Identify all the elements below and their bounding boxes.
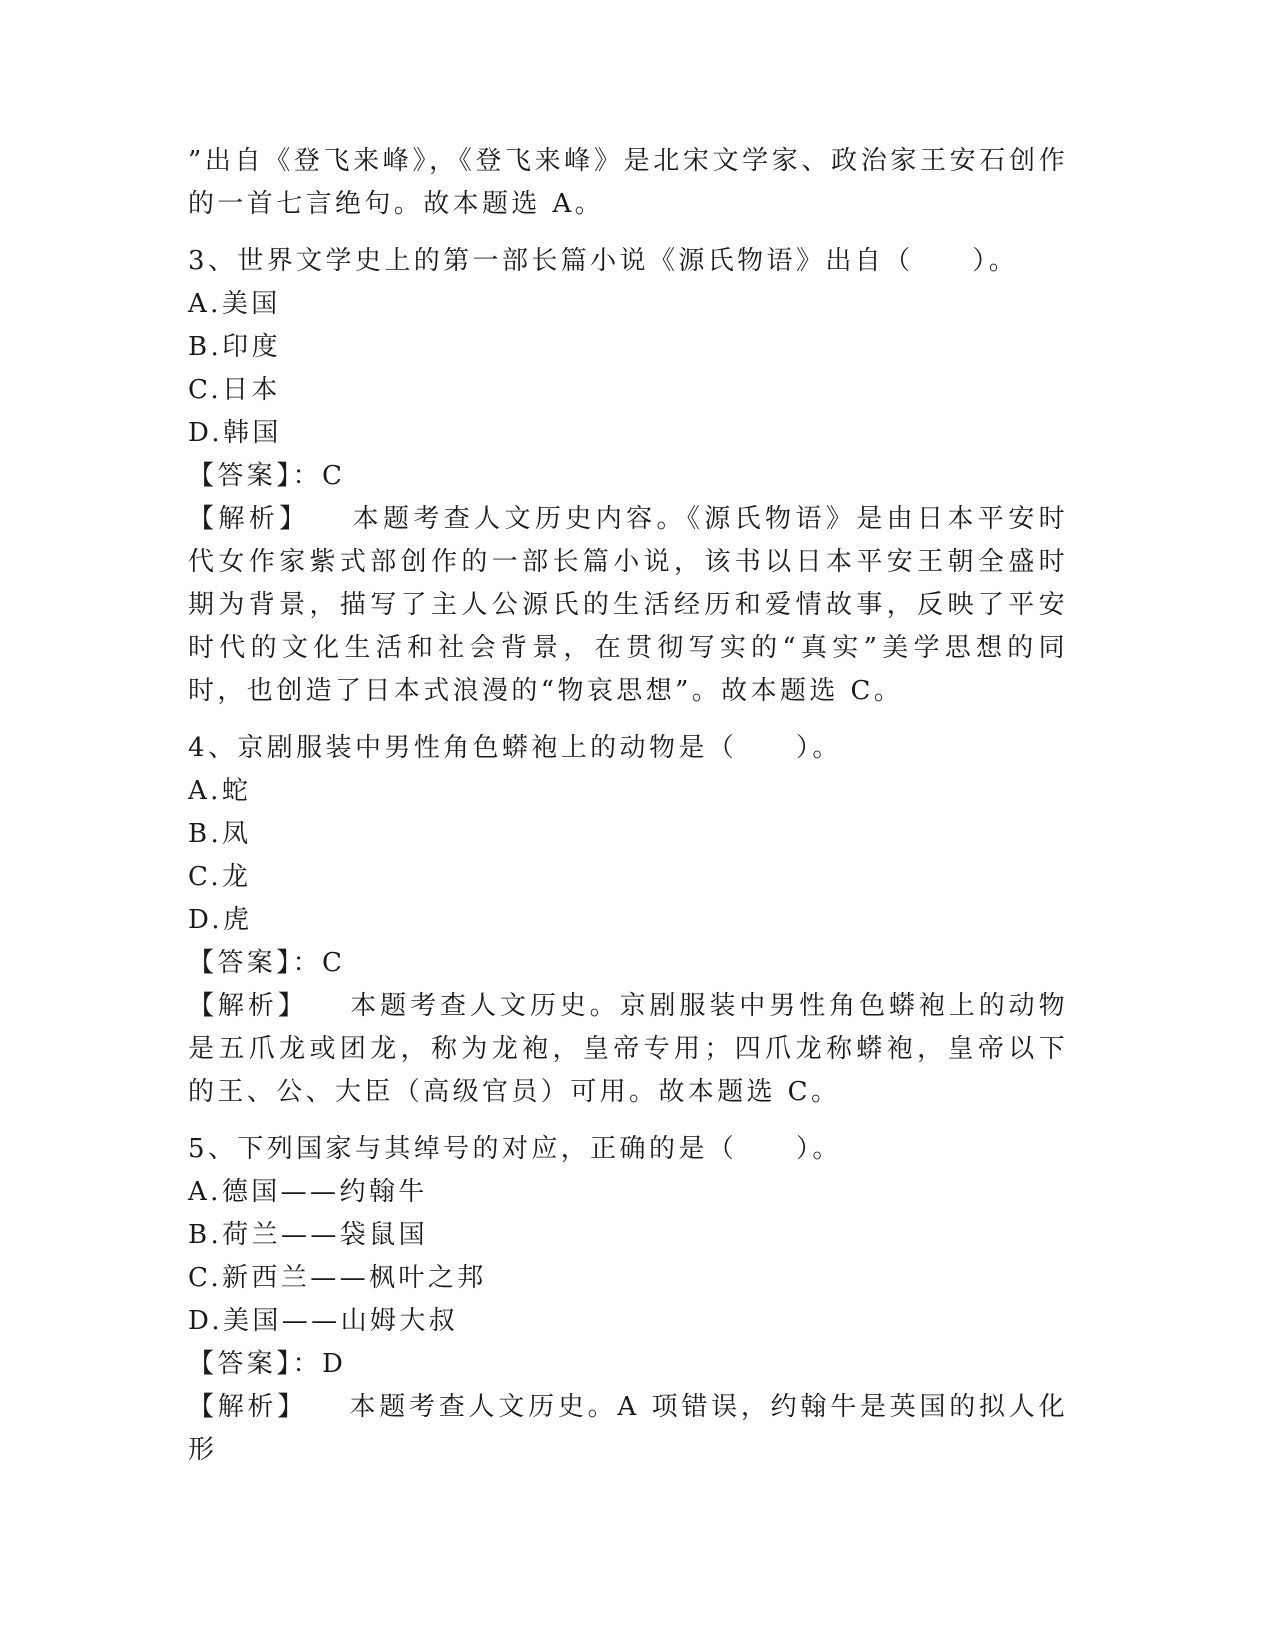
spacer bbox=[188, 1114, 1068, 1128]
option-a: A.蛇 bbox=[188, 776, 252, 806]
answer-value: C bbox=[322, 948, 346, 978]
question-5 bbox=[188, 1128, 1068, 1472]
option-a: A.美国 bbox=[188, 289, 281, 319]
analysis-text: 本题考查人文历史。A 项错误，约翰牛是英国的拟人化形 bbox=[188, 1392, 1068, 1465]
option-c: C.龙 bbox=[188, 862, 252, 892]
answer-line bbox=[188, 942, 1068, 985]
answer-value: D bbox=[322, 1349, 347, 1379]
option-c: C.日本 bbox=[188, 375, 281, 405]
answer-label: 【答案】： bbox=[188, 1349, 323, 1379]
question-stem: 5、下列国家与其绰号的对应，正确的是（ ）。 bbox=[188, 1134, 842, 1164]
question-4 bbox=[188, 727, 1068, 1114]
answer-line bbox=[188, 455, 1068, 498]
option-b: B.凤 bbox=[188, 819, 252, 849]
analysis-paragraph bbox=[188, 985, 1068, 1114]
answer-label: 【答案】： bbox=[188, 461, 323, 491]
option-b: B.荷兰——袋鼠国 bbox=[188, 1220, 428, 1250]
analysis-text: 本题考查人文历史内容。《源氏物语》是由日本平安时代女作家紫式部创作的一部长篇小说，该书以日本平安王朝全盛时期为背景，描写了主人公源氏的生活经历和爱情故事，反映了平安时代的文化生活和社会背景，在贯彻写实的“真实”美学思想的同时，也创造了日本式浪漫的“物哀思想”。故本题选 C。 bbox=[188, 504, 1068, 706]
question-stem: 3、世界文学史上的第一部长篇小说《源氏物语》出自（ ）。 bbox=[188, 246, 1019, 276]
question-stem: 4、京剧服装中男性角色蟒袍上的动物是（ ）。 bbox=[188, 733, 842, 763]
option-b: B.印度 bbox=[188, 332, 281, 362]
option-d: D.虎 bbox=[188, 905, 253, 935]
answer-value: C bbox=[322, 461, 346, 491]
option-d: D.韩国 bbox=[188, 418, 282, 448]
document-page bbox=[188, 140, 1068, 1472]
analysis-text: 本题考查人文历史。京剧服装中男性角色蟒袍上的动物是五爪龙或团龙，称为龙袍，皇帝专用；四爪龙称蟒袍，皇帝以下的王、公、大臣（高级官员）可用。故本题选 C。 bbox=[188, 991, 1068, 1107]
option-d: D.美国——山姆大叔 bbox=[188, 1306, 459, 1336]
previous-explanation-continued: ”出自《登飞来峰》，《登飞来峰》是北宋文学家、政治家王安石创作的一首七言绝句。故本题选 A。 bbox=[188, 146, 1068, 219]
analysis-paragraph bbox=[188, 498, 1068, 713]
spacer bbox=[188, 713, 1068, 727]
option-c: C.新西兰——枫叶之邦 bbox=[188, 1263, 487, 1293]
spacer bbox=[188, 226, 1068, 240]
analysis-label: 【解析】 bbox=[188, 1392, 308, 1422]
question-3 bbox=[188, 240, 1068, 713]
analysis-label: 【解析】 bbox=[188, 991, 308, 1021]
analysis-label: 【解析】 bbox=[188, 504, 310, 534]
option-a: A.德国——约翰牛 bbox=[188, 1177, 428, 1207]
analysis-paragraph bbox=[188, 1386, 1068, 1472]
answer-label: 【答案】： bbox=[188, 948, 323, 978]
answer-line bbox=[188, 1343, 1068, 1386]
